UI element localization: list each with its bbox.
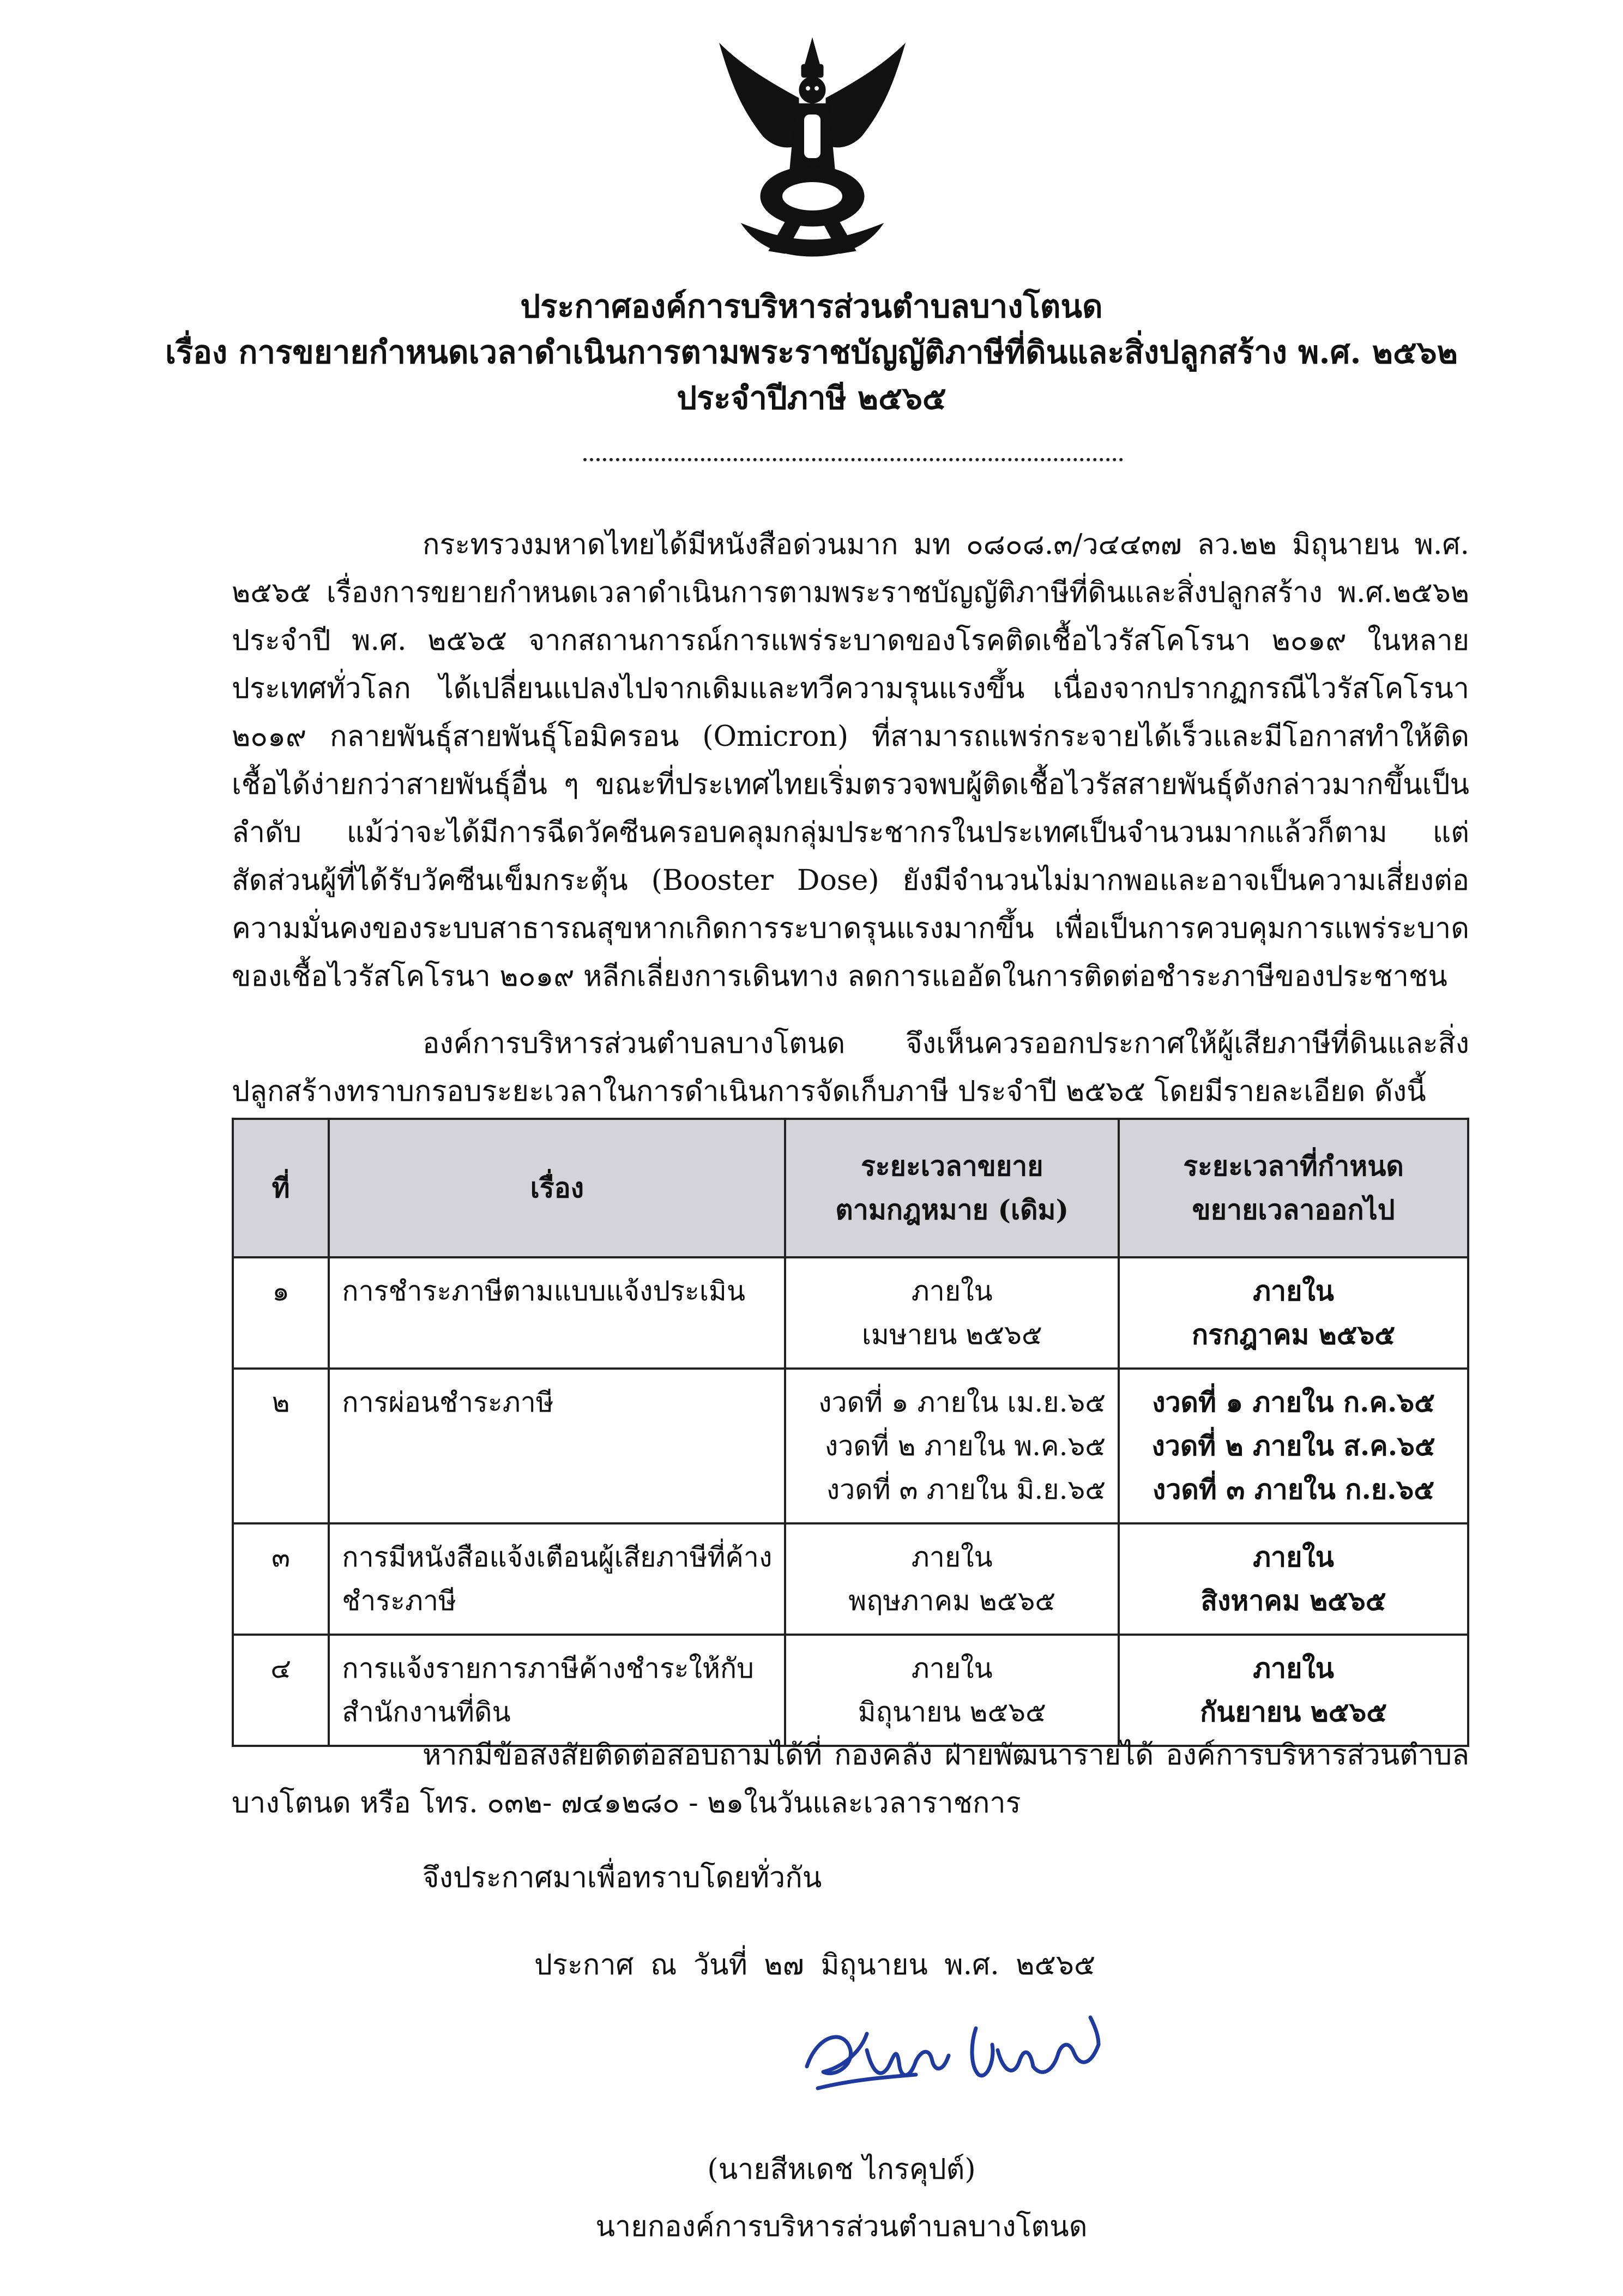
header-line-1: ประกาศองค์การบริหารส่วนตำบลบางโตนด xyxy=(520,288,1103,325)
handwritten-signature xyxy=(785,1985,1123,2126)
contact-paragraph: หากมีข้อสงสัยติดต่อสอบถามได้ที่ กองคลัง ฝ่ายพัฒนารายได้ องค์การบริหารส่วนตำบลบางโตนด หรือ โทร. ๐๓๒- ๗๔๑๒๘๐ - ๒๑ในวันและเวลาราชการ xyxy=(232,1739,1469,1819)
body-paragraph-2: องค์การบริหารส่วนตำบลบางโตนด จึงเห็นควรออกประกาศให้ผู้เสียภาษีที่ดินและสิ่งปลูกสร้างทราบกรอบระยะเวลาในการดำเนินการจัดเก็บภาษี ประจำปี ๒๕๖๕ โดยมีรายละเอียด ดังนี้ xyxy=(232,1027,1469,1108)
header-subject: เรื่อง xyxy=(329,1119,785,1257)
garuda-emblem-icon xyxy=(709,33,916,262)
closing-line: จึงประกาศมาเพื่อทราบโดยทั่วกัน xyxy=(423,1861,822,1894)
row-number: ๔ xyxy=(233,1635,329,1746)
table-row xyxy=(233,1369,1468,1523)
row-number: ๒ xyxy=(233,1369,329,1523)
body-paragraph-1: กระทรวงมหาดไทยได้มีหนังสือด่วนมาก มท ๐๘๐๘.๓/ว๔๔๓๗ ลว.๒๒ มิถุนายน พ.ศ. ๒๕๖๕ เรื่องการขยายกำหนดเวลาดำเนินการตามพระราชบัญญัติภาษีที่ดินและสิ่งปลูกสร้าง พ.ศ.๒๕๖๒ ประจำปี พ.ศ. ๒๕๖๕ จากสถานการณ์การแพร่ระบาดของโรคติดเชื้อไวรัสโคโรนา ๒๐๑๙ ในหลายประเทศทั่วโลก ได้เปลี่ยนแปลงไปจากเดิมและทวีความรุนแรงขึ้น เนื่องจากปรากฏกรณีไวรัสโคโรนา ๒๐๑๙ กลายพันธุ์สายพันธุ์โอมิครอน (Omicron) ที่สามารถแพร่กระจายได้เร็วและมีโอกาสทำให้ติดเชื้อได้ง่ายกว่าสายพันธุ์อื่น ๆ ขณะที่ประเทศไทยเริ่มตรวจพบผู้ติดเชื้อไวรัสสายพันธุ์ดังกล่าวมากขึ้นเป็นลำดับ แม้ว่าจะได้มีการฉีดวัคซีนครอบคลุมกลุ่มประชากรในประเทศเป็นจำนวนมากแล้วก็ตาม แต่สัดส่วนผู้ที่ได้รับวัคซีนเข็มกระตุ้น (Booster Dose) ยังมีจำนวนไม่มากพอและอาจเป็นความเสี่ยงต่อความมั่นคงของระบบสาธารณสุขหากเกิดการระบาดรุนแรงมากขึ้น เพื่อเป็นการควบคุมการแพร่ระบาดของเชื้อไวรัสโคโรนา ๒๐๑๙ หลีกเลี่ยงการเดินทาง ลดการแออัดในการติดต่อชำระภาษีของประชาชน xyxy=(232,528,1469,993)
signer-title: นายกองค์การบริหารส่วนตำบลบางโตนด xyxy=(595,2210,1088,2243)
table-row xyxy=(233,1635,1468,1746)
row-subject: การแจ้งรายการภาษีค้างชำระให้กับสำนักงานที่ดิน xyxy=(329,1635,785,1746)
header-line-2: เรื่อง การขยายกำหนดเวลาดำเนินการตามพระราชบัญญัติภาษีที่ดินและสิ่งปลูกสร้าง พ.ศ. ๒๕๖๒ xyxy=(165,334,1458,371)
row-new-deadline: ภายใน กรกฎาคม ๒๕๖๕ xyxy=(1119,1257,1468,1369)
row-new-deadline: ภายใน กันยายน ๒๕๖๕ xyxy=(1119,1635,1468,1746)
row-old-deadline: งวดที่ ๑ ภายใน เม.ย.๖๕ งวดที่ ๒ ภายใน พ.ค.๖๕ งวดที่ ๓ ภายใน มิ.ย.๖๕ xyxy=(785,1369,1119,1523)
row-subject: การมีหนังสือแจ้งเตือนผู้เสียภาษีที่ค้างชำระภาษี xyxy=(329,1523,785,1635)
row-old-deadline: ภายใน พฤษภาคม ๒๕๖๕ xyxy=(785,1523,1119,1635)
announcement-date: ประกาศ ณ วันที่ ๒๗ มิถุนายน พ.ศ. ๒๕๖๕ xyxy=(534,1949,1096,1981)
header-no: ที่ xyxy=(233,1119,329,1257)
row-old-deadline: ภายใน เมษายน ๒๕๖๕ xyxy=(785,1257,1119,1369)
document-header xyxy=(0,284,1623,421)
table-header-row xyxy=(233,1119,1468,1257)
row-new-deadline: ภายใน สิงหาคม ๒๕๖๕ xyxy=(1119,1523,1468,1635)
table-row xyxy=(233,1257,1468,1369)
row-new-deadline: งวดที่ ๑ ภายใน ก.ค.๖๕ งวดที่ ๒ ภายใน ส.ค.๖๕ งวดที่ ๓ ภายใน ก.ย.๖๕ xyxy=(1119,1369,1468,1523)
header-new-deadline: ระยะเวลาที่กำหนด ขยายเวลาออกไป xyxy=(1119,1119,1468,1257)
header-line-3: ประจำปีภาษี ๒๕๖๕ xyxy=(677,379,946,417)
row-old-deadline: ภายใน มิถุนายน ๒๕๖๕ xyxy=(785,1635,1119,1746)
header-old-deadline: ระยะเวลาขยาย ตามกฎหมาย (เดิม) xyxy=(785,1119,1119,1257)
row-number: ๓ xyxy=(233,1523,329,1635)
dotted-divider xyxy=(583,458,1123,461)
row-number: ๑ xyxy=(233,1257,329,1369)
row-subject: การผ่อนชำระภาษี xyxy=(329,1369,785,1523)
schedule-table xyxy=(232,1118,1469,1747)
row-subject: การชำระภาษีตามแบบแจ้งประเมิน xyxy=(329,1257,785,1369)
signer-name: (นายสีหเดช ไกรคุปต์) xyxy=(707,2153,976,2186)
table-row xyxy=(233,1523,1468,1635)
